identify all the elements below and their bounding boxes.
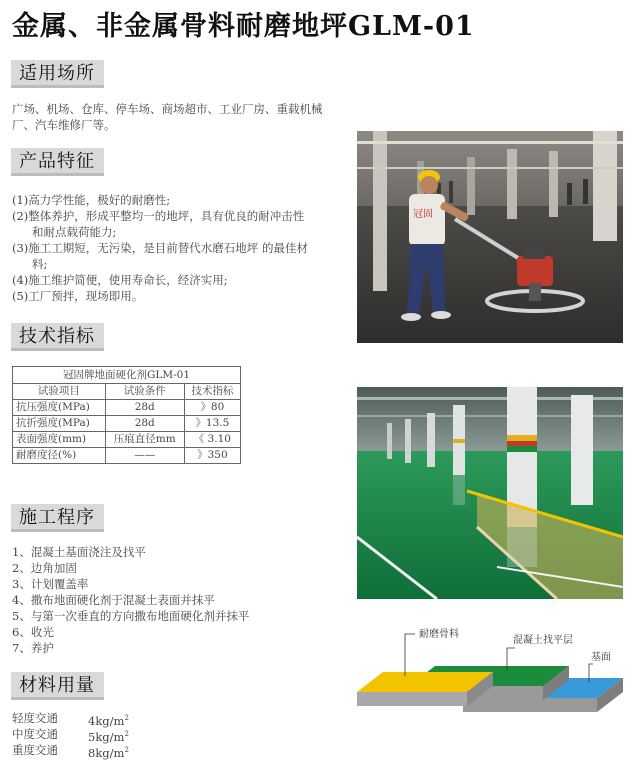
- features-list: [12, 192, 308, 304]
- procedure-step: 1、混凝土基面浇注及找平: [12, 545, 146, 559]
- table-cell: ——: [105, 448, 184, 464]
- feature-item: (3)施工工期短，无污染，是目前替代水磨石地坪 的最佳材: [12, 241, 308, 255]
- procedure-step: 6、收光: [12, 625, 54, 639]
- column-header: 技术指标: [184, 384, 240, 400]
- column-header: 试验条件: [105, 384, 184, 400]
- table-cell: 表面强度(mm): [13, 432, 106, 448]
- usage-value: 4kg/m: [88, 713, 125, 728]
- diagram-label-concrete: 混凝土找平层: [513, 635, 573, 646]
- scope-line: 广场、机场、仓库、停车场、商场超市、工业厂房、重载机械: [12, 102, 323, 116]
- table-cell: 抗折强度(MPa): [13, 416, 106, 432]
- feature-item: (2)整体养护，形成平整均一的地坪，具有优良的耐冲击性: [12, 209, 305, 223]
- table-cell: 》80: [184, 400, 240, 416]
- diagram-label-base: 基面: [591, 652, 611, 663]
- usage-label: 重度交通: [12, 743, 58, 757]
- table-cell: 》350: [184, 448, 240, 464]
- table-cell: 》13.5: [184, 416, 240, 432]
- feature-item: 和耐点载荷能力;: [32, 225, 117, 239]
- usage-row: [12, 742, 129, 760]
- table-cell: 28d: [105, 400, 184, 416]
- scope-line: 厂、汽车维修厂等。: [12, 118, 116, 132]
- table-row: [13, 400, 241, 416]
- usage-list: [12, 710, 129, 760]
- procedure-step: 2、边角加固: [12, 561, 77, 575]
- table-row: [13, 448, 241, 464]
- photo-power-trowel: [357, 131, 623, 343]
- photo-green-floor: [357, 387, 623, 599]
- scope-text: [12, 101, 323, 133]
- table-cell: 28d: [105, 416, 184, 432]
- spec-table: [12, 366, 241, 464]
- procedure-step: 5、与第一次垂直的方向撒布地面硬化剂并抹平: [12, 609, 250, 623]
- table-cell: 耐磨度径(%): [13, 448, 106, 464]
- section-heading-procedure: 施工程序: [11, 504, 104, 532]
- spec-table-caption: 冠固牌地面硬化剂GLM-01: [13, 367, 241, 384]
- floor-layer-diagram: [357, 620, 627, 730]
- usage-label: 轻度交通: [12, 711, 58, 725]
- feature-item: 料;: [32, 257, 48, 271]
- column-header: 试验项目: [13, 384, 106, 400]
- table-cell: 抗压强度(MPa): [13, 400, 106, 416]
- table-row: [13, 384, 241, 400]
- table-cell: 《 3.10: [184, 432, 240, 448]
- table-row: [13, 367, 241, 384]
- section-heading-usage: 材料用量: [11, 672, 104, 700]
- shirt-logo-text: 冠固: [413, 209, 433, 220]
- section-heading-scope: 适用场所: [11, 60, 104, 88]
- usage-unit-exponent: 2: [124, 746, 129, 754]
- table-row: [13, 416, 241, 432]
- usage-unit-exponent: 2: [124, 730, 129, 738]
- feature-item: (1)高力学性能，极好的耐磨性;: [12, 193, 171, 207]
- section-heading-features: 产品特征: [11, 148, 104, 176]
- page-title: 金属、非金属骨料耐磨地坪GLM-01: [12, 11, 475, 42]
- diagram-label-aggregate: 耐磨骨料: [419, 629, 459, 640]
- feature-item: (4)施工维护简便，使用寿命长，经济实用;: [12, 273, 228, 287]
- usage-unit-exponent: 2: [124, 714, 129, 722]
- table-row: [13, 432, 241, 448]
- usage-row: [12, 726, 129, 744]
- section-heading-specs: 技术指标: [11, 323, 104, 351]
- procedure-step: 4、撒布地面硬化剂于混凝土表面并抹平: [12, 593, 215, 607]
- usage-row: [12, 710, 129, 728]
- procedure-step: 3、计划覆盖率: [12, 577, 89, 591]
- procedure-list: [12, 544, 249, 656]
- usage-label: 中度交通: [12, 727, 58, 741]
- table-cell: 压痕直径mm: [105, 432, 184, 448]
- usage-value: 8kg/m: [88, 745, 125, 760]
- usage-value: 5kg/m: [88, 729, 125, 744]
- feature-item: (5)工厂预拌，现场即用。: [12, 289, 144, 303]
- procedure-step: 7、养护: [12, 641, 54, 655]
